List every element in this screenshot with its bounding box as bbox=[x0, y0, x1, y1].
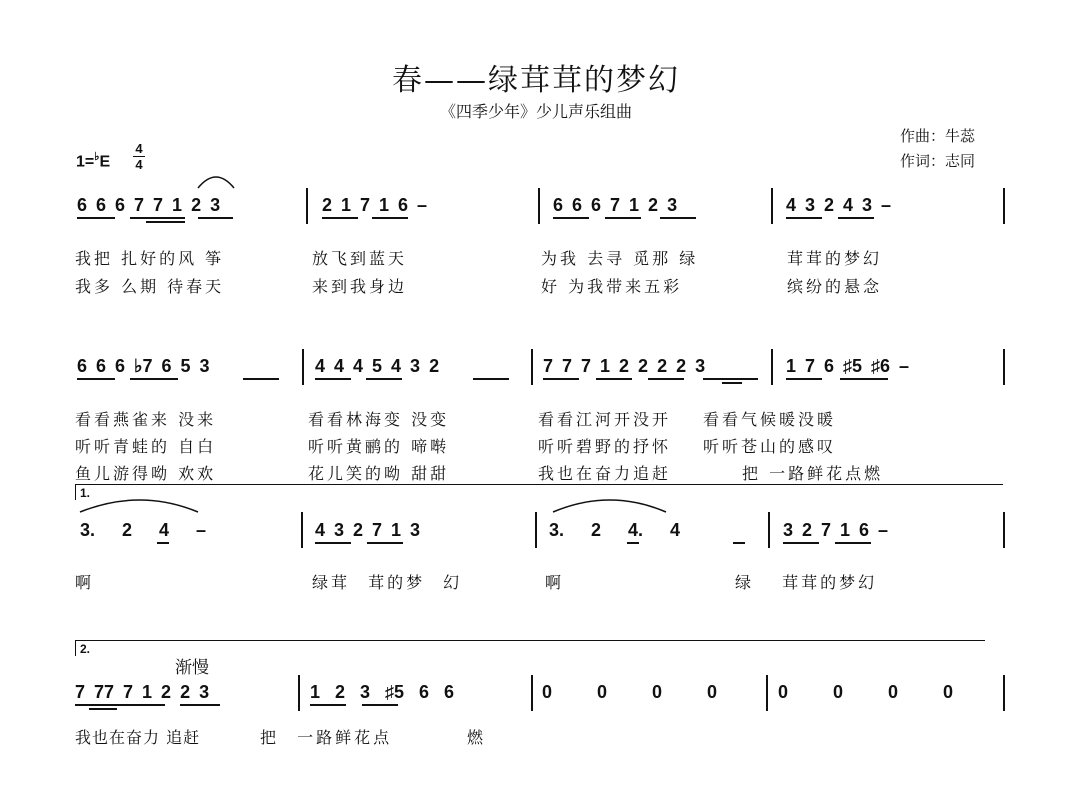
lyric-line: 我把 扎好的风 筝 bbox=[75, 249, 225, 268]
tempo-marking: 渐慢 bbox=[175, 658, 209, 678]
song-subtitle: 《四季少年》少儿声乐组曲 bbox=[439, 102, 632, 121]
lyric-line: 看看林海变 没变 bbox=[308, 410, 450, 429]
lyric-line: 听听苍山的感叹 bbox=[703, 437, 837, 456]
bar-line bbox=[771, 349, 773, 385]
flat-icon: ♭ bbox=[94, 151, 100, 163]
lyric-line: 花儿笑的呦 甜甜 bbox=[308, 464, 450, 483]
lyric-line: 听听黄鹂的 啼啭 bbox=[308, 437, 450, 456]
underline bbox=[367, 542, 403, 544]
song-title: 春——绿茸茸的梦幻 bbox=[392, 63, 680, 98]
underline bbox=[130, 217, 185, 219]
bar-line bbox=[301, 512, 303, 548]
underline bbox=[703, 378, 758, 380]
underline bbox=[783, 542, 819, 544]
measure-notes: 0 0 0 0 bbox=[542, 682, 718, 702]
underline bbox=[605, 217, 641, 219]
bar-line bbox=[306, 188, 308, 224]
measure-notes: 3. 2 4 – bbox=[80, 520, 207, 540]
measure-notes: 2 1 7 1 6 – bbox=[322, 195, 428, 215]
underline bbox=[130, 378, 178, 380]
bar-line bbox=[531, 349, 533, 385]
measure-notes: 6 6 6 7 1 2 3 bbox=[553, 195, 678, 215]
bar-line bbox=[771, 188, 773, 224]
underline bbox=[180, 704, 220, 706]
measure-notes: 3. 2 4. 4 bbox=[549, 520, 681, 540]
bar-line bbox=[766, 675, 768, 711]
underline bbox=[157, 542, 169, 544]
underline bbox=[372, 217, 408, 219]
lyric-line: 绿 茸茸的梦幻 bbox=[735, 573, 878, 592]
bar-line bbox=[538, 188, 540, 224]
lyric-line: 听听青蛙的 自白 bbox=[75, 437, 217, 456]
key-prefix: 1= bbox=[76, 153, 95, 171]
underline bbox=[310, 704, 346, 706]
measure-notes: 6 6 6 ♭7 6 5 3 bbox=[77, 356, 210, 376]
measure-notes: 7 77 7 1 2 2 3 bbox=[75, 682, 210, 702]
underline bbox=[596, 378, 632, 380]
underline bbox=[648, 378, 684, 380]
lyric-line: 我也在奋力追赶 bbox=[538, 464, 672, 483]
slur-arc bbox=[80, 500, 198, 512]
time-signature bbox=[133, 142, 145, 171]
lyric-line: 看看气候暖没暖 bbox=[703, 410, 837, 429]
underline bbox=[473, 378, 509, 380]
lyric-line: 啊 bbox=[75, 573, 95, 592]
lyric-line: 看看江河开没开 bbox=[538, 410, 672, 429]
lyric-line: 我多 么期 待春天 bbox=[75, 277, 225, 296]
key-signature bbox=[76, 150, 110, 171]
underline bbox=[315, 542, 351, 544]
measure-notes: 1 7 6 ♯5 ♯6 – bbox=[786, 356, 910, 376]
volta-bracket-line bbox=[75, 484, 1003, 485]
lyric-line: 缤纷的悬念 bbox=[787, 277, 883, 296]
volta-second-label: 2. bbox=[80, 642, 91, 656]
measure-notes: 4 3 2 7 1 3 bbox=[315, 520, 421, 540]
measure-notes: 4 4 4 5 4 3 2 bbox=[315, 356, 440, 376]
volta-first-label: 1. bbox=[80, 486, 91, 500]
underline bbox=[786, 217, 822, 219]
underline bbox=[660, 217, 696, 219]
underline bbox=[243, 378, 279, 380]
underline bbox=[553, 217, 589, 219]
bar-line bbox=[535, 512, 537, 548]
lyric-line: 绿茸 茸的梦 幻 bbox=[312, 573, 463, 592]
lyric-line: 看看燕雀来 没来 bbox=[75, 410, 217, 429]
bar-line bbox=[1003, 349, 1005, 385]
underline bbox=[75, 704, 165, 706]
measure-notes: 6 6 6 7 7 1 2 3 bbox=[77, 195, 221, 215]
measure-notes: 3 2 7 1 6 – bbox=[783, 520, 889, 540]
underline bbox=[89, 708, 117, 710]
bar-line bbox=[298, 675, 300, 711]
underline bbox=[838, 217, 874, 219]
tie-arc bbox=[198, 177, 234, 188]
volta-bracket-line bbox=[75, 484, 76, 500]
bar-line bbox=[768, 512, 770, 548]
lyric-line: 茸茸的梦幻 bbox=[787, 249, 883, 268]
bar-line bbox=[531, 675, 533, 711]
lyric-line: 听听碧野的抒怀 bbox=[538, 437, 672, 456]
underline bbox=[627, 542, 639, 544]
underline bbox=[366, 378, 402, 380]
underline bbox=[146, 221, 185, 223]
bar-line bbox=[1003, 188, 1005, 224]
lyric-line: 来到我身边 bbox=[312, 277, 408, 296]
underline bbox=[543, 378, 579, 380]
lyricist-credit: 作词：志同 bbox=[900, 152, 976, 170]
underline bbox=[322, 217, 358, 219]
underline bbox=[733, 542, 745, 544]
measure-notes: 0 0 0 0 bbox=[778, 682, 954, 702]
lyric-line: 鱼儿游得呦 欢欢 bbox=[75, 464, 217, 483]
bar-line bbox=[302, 349, 304, 385]
measure-notes: 7 7 7 1 2 2 2 2 3 bbox=[543, 356, 706, 376]
meter-top: 4 bbox=[135, 141, 143, 156]
lyric-line: 啊 bbox=[545, 573, 565, 592]
lyric-line: 放飞到蓝天 bbox=[312, 249, 408, 268]
lyric-line: 我也在奋力 追赶 bbox=[75, 728, 201, 747]
key-note: E bbox=[99, 153, 111, 171]
underline bbox=[315, 378, 351, 380]
underline bbox=[77, 378, 115, 380]
underline bbox=[835, 542, 871, 544]
meter-bottom: 4 bbox=[135, 157, 143, 172]
measure-notes: 4 3 2 4 3 – bbox=[786, 195, 892, 215]
composer-credit: 作曲：牛蕊 bbox=[900, 127, 976, 145]
underline bbox=[198, 217, 233, 219]
underline bbox=[722, 382, 742, 384]
underline bbox=[786, 378, 822, 380]
lyric-line: 燃 bbox=[467, 728, 487, 747]
bar-line bbox=[1003, 512, 1005, 548]
slur-arc bbox=[553, 500, 666, 512]
lyric-line: 为我 去寻 觅那 绿 bbox=[541, 249, 699, 268]
lyric-line: 把 一路鲜花点燃 bbox=[742, 464, 884, 483]
volta-bracket-line bbox=[75, 640, 76, 656]
underline bbox=[362, 704, 398, 706]
underline bbox=[840, 378, 888, 380]
bar-line bbox=[1003, 675, 1005, 711]
measure-notes: 1 2 3 ♯5 6 6 bbox=[310, 682, 455, 702]
volta-bracket-line bbox=[75, 640, 985, 641]
lyric-line: 好 为我带来五彩 bbox=[541, 277, 683, 296]
lyric-line: 把 一路鲜花点 bbox=[260, 728, 393, 747]
underline bbox=[77, 217, 115, 219]
